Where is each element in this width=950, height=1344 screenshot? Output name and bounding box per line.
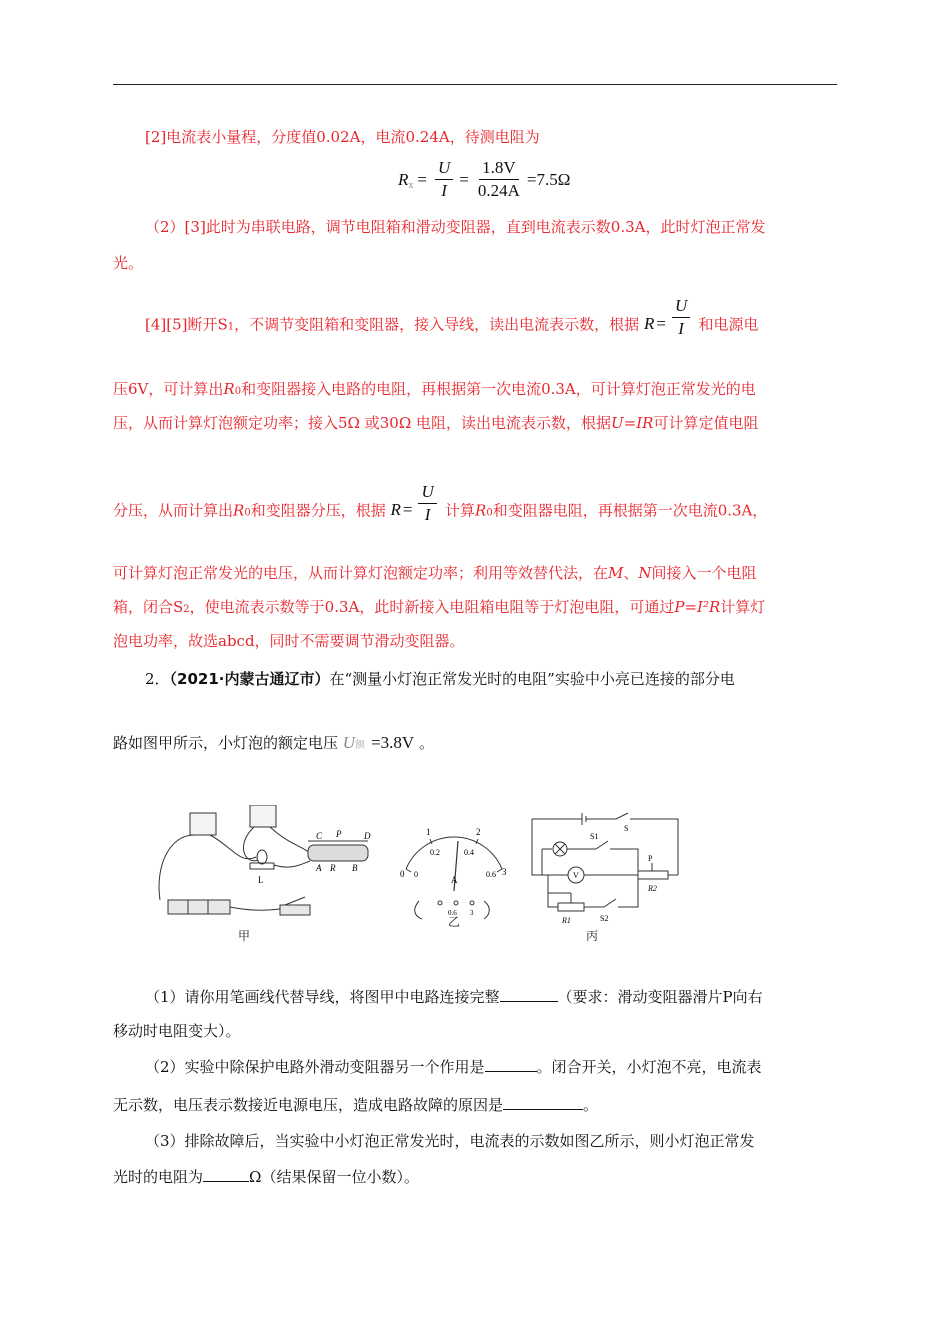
subscript: 1 — [227, 321, 235, 333]
tick-0-6: 0.6 — [486, 870, 496, 879]
voltmeter-body — [190, 813, 216, 835]
label-p-2: P — [648, 854, 653, 863]
solution-line-3b — [113, 252, 837, 274]
solution-text: 可计算灯泡正常发光的电压，从而计算灯泡额定功率；利用等效替代法，在 — [113, 564, 609, 582]
subscript: 0 — [244, 507, 251, 519]
solution-line-2 — [113, 126, 837, 148]
solution-line-5 — [113, 378, 837, 403]
solution-line-8 — [113, 562, 837, 584]
question-text: （1）请你用笔画线代替导线，将图甲中电路连接完整 — [145, 988, 500, 1006]
solution-text: 、 — [623, 564, 639, 582]
question-2-line-1 — [113, 668, 837, 690]
symbol-n: N — [638, 564, 652, 582]
answer-blank-2[interactable] — [485, 1057, 537, 1072]
question-text: （3）排除故障后，当实验中小灯泡正常发光时，电流表的示数如图乙所示，则小灯泡正常发 — [145, 1132, 755, 1150]
terminal-0-6: 0.6 — [448, 909, 457, 917]
answer-blank-3[interactable] — [503, 1095, 583, 1110]
tick-0-2: 0.2 — [430, 848, 440, 857]
frac-den: I — [678, 319, 684, 338]
tick-0-inner: 0 — [414, 870, 418, 879]
subq-2-line-2 — [113, 1094, 837, 1116]
tick-0-4: 0.4 — [464, 848, 474, 857]
frac-num: U — [435, 158, 453, 180]
subscript: 0 — [234, 386, 242, 397]
voltage-value: =3.8V — [371, 733, 415, 752]
solution-text: 间接入一个电阻 — [651, 564, 757, 582]
question-number: 2． — [145, 670, 170, 688]
label-b: B — [352, 863, 358, 873]
label-c: C — [316, 831, 323, 841]
question-text: 。闭合开关，小灯泡不亮，电流表 — [536, 1058, 762, 1076]
label-s2: S2 — [600, 914, 609, 923]
answer-blank-4[interactable] — [203, 1167, 249, 1182]
solution-text: 可计算定值电阻 — [653, 414, 759, 432]
solution-text: [4][5]断开S — [145, 315, 228, 334]
figure-bing-schematic — [528, 805, 688, 935]
solution-text: ，不调节变阻箱和变阻器，接入导线，读出电流表示数，根据 — [234, 315, 640, 334]
subq-3-line-1 — [113, 1130, 837, 1152]
fraction-u-i — [435, 158, 453, 201]
figure-label-bing: 丙 — [586, 929, 599, 943]
frac-den: 0.24A — [477, 181, 520, 200]
question-source: （2021·内蒙古通辽市） — [169, 670, 330, 688]
fraction-u-i — [672, 296, 690, 339]
question-text: 在“测量小灯泡正常发光时的电阻”实验中小亮已连接的部分电 — [329, 670, 735, 688]
solution-text: 光。 — [113, 254, 144, 272]
tick-1: 1 — [426, 827, 431, 837]
solution-text: 压，从而计算灯泡额定功率；接入5Ω 或30Ω 电阻，读出电流表示数，根据 — [113, 414, 612, 432]
header-rule — [113, 84, 837, 85]
solution-line-6 — [113, 412, 837, 434]
label-r1: R1 — [562, 916, 571, 925]
solution-text: 分压，从而计算出 — [113, 501, 234, 520]
question-text: 无示数，电压表示数接近电源电压，造成电路故障的原因是 — [113, 1096, 504, 1114]
fraction-values — [475, 158, 523, 201]
label-d: D — [364, 831, 371, 841]
rated-voltage-formula — [343, 733, 414, 752]
subscript: 0 — [486, 507, 493, 519]
formula-r: R — [398, 169, 409, 189]
frac-num: U — [418, 482, 436, 504]
ammeter-body — [250, 805, 276, 827]
label-r: R — [330, 863, 336, 873]
label-r2: R2 — [648, 884, 657, 893]
solution-text: 和变阻器分压，根据 — [250, 501, 386, 520]
figure-label-jia: 甲 — [238, 929, 251, 943]
solution-text: 和变阻器接入电路的电阻，再根据第一次电流0.3A，可计算灯泡正常发光的电 — [241, 380, 756, 398]
solution-text: （2）[3]此时为串联电路，调节电阻箱和滑动变阻器，直到电流表示数0.3A，此时灯泡正常发 — [145, 218, 766, 236]
solution-text: 和电源电 — [698, 315, 759, 334]
solution-text: 计算 — [445, 501, 476, 520]
subscript: 2 — [183, 604, 190, 615]
solution-line-10 — [113, 630, 837, 652]
solution-text: [2]电流表小量程，分度值0.02A，电流0.24A，待测电阻为 — [145, 128, 540, 146]
solution-text: ，使电流表示数等于0.3A，此时新接入电阻箱电阻等于灯泡电阻，可通过 — [189, 598, 675, 616]
solution-text: 和变阻器电阻，再根据第一次电流0.3A， — [492, 501, 768, 520]
question-text: （2）实验中除保护电路外滑动变阻器另一个作用是 — [145, 1058, 485, 1076]
terminal-3: 3 — [470, 909, 474, 917]
frac-den: I — [424, 505, 431, 524]
symbol-r0: R — [475, 501, 487, 520]
frac-den: I — [441, 181, 447, 200]
subq-3-line-2 — [113, 1166, 837, 1188]
symbol-m: M — [608, 564, 624, 582]
r-formula-inline — [643, 296, 699, 338]
symbol-r0: R — [223, 380, 235, 398]
circuit-figures — [150, 805, 690, 950]
solution-line-4 — [113, 296, 837, 339]
label-s: S — [624, 824, 629, 833]
tick-2: 2 — [476, 827, 481, 837]
solution-line-7 — [113, 482, 837, 525]
question-text: 光时的电阻为 — [113, 1168, 204, 1186]
tick-0-outer: 0 — [400, 869, 405, 879]
tick-3: 3 — [502, 867, 507, 877]
formula-r-sub: x — [408, 180, 414, 191]
symbol-u: U — [342, 733, 356, 752]
frac-num: U — [672, 296, 690, 318]
question-text: 。 — [583, 1096, 599, 1114]
solution-line-3 — [113, 216, 837, 238]
question-text: （要求：滑动变阻器滑片P向右 — [557, 988, 763, 1006]
symbol-r0: R — [233, 501, 245, 520]
fraction-u-i — [418, 482, 436, 525]
formula-power: P=I²R — [674, 598, 721, 616]
formula-r: R — [390, 500, 401, 520]
figure-jia-circuit — [150, 805, 380, 945]
rx-formula — [398, 158, 570, 201]
solution-text: 箱，闭合S — [113, 598, 184, 616]
subq-2-line-1 — [113, 1056, 837, 1078]
label-l: L — [258, 875, 264, 885]
solution-text: 泡电功率，故选abcd，同时不需要调节滑动变阻器。 — [113, 632, 465, 650]
r-formula-inline — [390, 482, 445, 524]
formula-eq: = — [417, 169, 427, 189]
frac-num: 1.8V — [479, 158, 519, 180]
label-s1: S1 — [590, 832, 599, 841]
formula-r: R — [643, 314, 655, 334]
label-a: A — [316, 863, 322, 873]
subscript: 额 — [355, 740, 366, 751]
solution-text: 压6V，可计算出 — [113, 380, 224, 398]
formula-eq: = — [402, 500, 413, 520]
question-text: 路如图甲所示，小灯泡的额定电压 — [113, 734, 339, 752]
question-text: 。 — [418, 734, 434, 752]
formula-eq: = — [656, 314, 666, 334]
label-v: V — [573, 871, 579, 880]
question-text: Ω（结果保留一位小数）。 — [249, 1168, 419, 1186]
solution-line-9 — [113, 596, 837, 621]
solution-text: 计算灯 — [720, 598, 766, 616]
formula-result: =7.5Ω — [526, 169, 571, 189]
label-p: P — [336, 829, 342, 839]
formula-uir: U=IR — [611, 414, 654, 432]
unit-a: A — [451, 875, 458, 885]
figure-label-yi: 乙 — [448, 915, 461, 929]
question-text: 移动时电阻变大）。 — [113, 1022, 241, 1040]
subq-1-line-1 — [113, 986, 837, 1008]
question-2-line-2 — [113, 732, 837, 757]
subq-1-line-2 — [113, 1020, 837, 1042]
answer-blank-1[interactable] — [500, 987, 558, 1002]
formula-eq: = — [459, 169, 469, 189]
